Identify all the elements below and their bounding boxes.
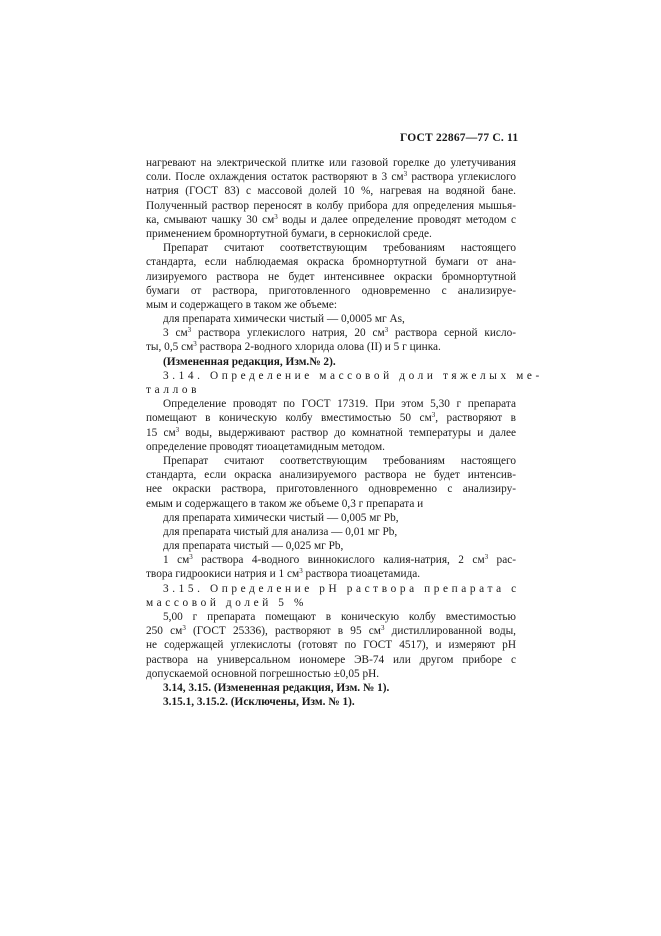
text-line: применением бромнортутной бумаги, в сернокислой среде. xyxy=(146,227,432,240)
text-line: емым и содержащего в таком же объеме 0,3 г препарата и xyxy=(146,497,424,510)
amendment-note: 3.15.1, 3.15.2. (Исключены, Изм. № 1). xyxy=(163,696,355,709)
text-line: Полученный раствор переносят в колбу прибора для определения мышья- xyxy=(146,199,516,212)
text-line: бумаги от раствора, приготовленного одновременно с анализируе- xyxy=(146,284,516,297)
body-text xyxy=(146,156,543,709)
text-line: 3 $см^3$ раствора углекислого натрия, 20 $см^3$ раствора серной кисло- xyxy=(163,326,516,340)
section-heading: 3.14. Определение массовой доли тяжелых ме- xyxy=(163,369,543,382)
text-line: стандарта, если наблюдаемая окраска бромнортутной бумаги от ана- xyxy=(146,256,516,269)
text-line: соли. После охлаждения остаток растворяют в 3 $см^3$ раствора углекислого xyxy=(146,170,516,184)
page-header: ГОСТ 22867—77 С. 11 xyxy=(400,132,519,144)
text-line: стандарта, если окраска анализируемого раствора не будет интенсив- xyxy=(146,469,516,482)
text-line: натрия (ГОСТ 83) с массовой долей 10 %, нагревая на водяной бане. xyxy=(146,185,516,198)
text-line: ты, 0,5 $см^3$ раствора 2-водного хлорида олова (II) и 5 г цинка. xyxy=(146,340,441,354)
text-line: раствора на универсальном иономере ЭВ-74 или другом приборе с xyxy=(146,653,516,666)
text-line: 250 $см^3$ (ГОСТ 25336), растворяют в 95 $см^3$ дистиллированной воды, xyxy=(146,624,516,638)
text-line: для препарата чистый для анализа — 0,01 мг Pb, xyxy=(163,525,398,538)
text-line: определение проводят тиоацетамидным методом. xyxy=(146,440,385,453)
text-line: для препарата чистый — 0,025 мг Pb, xyxy=(163,540,344,553)
text-line: лизируемого раствора не будет интенсивнее окраски бромнортутной xyxy=(146,270,516,283)
section-heading: 3.15. Определение рН раствора препарата с xyxy=(163,582,520,595)
text-line: Препарат считают соответствующим требованиям настоящего xyxy=(163,242,516,255)
text-line: 5,00 г препарата помещают в коническую колбу вместимостью xyxy=(163,611,516,623)
text-line: не содержащей углекислоты (готовят по ГОСТ 4517), и измеряют рН xyxy=(146,639,516,652)
text-line: нагревают на электрической плитке или газовой горелке до улетучивания xyxy=(146,157,516,169)
text-line: Препарат считают соответствующим требованиям настоящего xyxy=(163,454,516,467)
text-line: для препарата химически чистый — 0,0005 мг As, xyxy=(163,313,405,326)
text-line: допускаемой основной погрешностью ±0,05 рН. xyxy=(146,667,380,680)
amendment-note: (Измененная редакция, Изм.№ 2). xyxy=(163,355,336,368)
text-line: 15 $см^3$ воды, выдерживают раствор до комнатной температуры и далее xyxy=(146,425,516,439)
section-heading: массовой долей 5 % xyxy=(146,596,307,609)
text-line: мым и содержащего в таком же объеме: xyxy=(146,298,338,311)
text-line: помещают в коническую колбу вместимостью 50 $см^3$, растворяют в xyxy=(146,411,516,425)
amendment-note: 3.14, 3.15. (Измененная редакция, Изм. № 1). xyxy=(163,681,390,694)
text-line: твора гидроокиси натрия и 1 $см^3$ раствора тиоацетамида. xyxy=(146,567,421,581)
text-line: для препарата химически чистый — 0,005 мг Pb, xyxy=(163,511,399,524)
section-heading: таллов xyxy=(146,384,201,396)
text-line: 1 $см^3$ раствора 4-водного виннокислого калия-натрия, 2 $см^3$ рас- xyxy=(163,553,516,567)
text-line: нее окраски раствора, приготовленного одновременно с анализиру- xyxy=(146,483,516,496)
text-line: ка, смывают чашку 30 $см^3$ воды и далее определение проводят методом с xyxy=(146,212,517,226)
text-line: Определение проводят по ГОСТ 17319. При этом 5,30 г препарата xyxy=(163,398,516,411)
